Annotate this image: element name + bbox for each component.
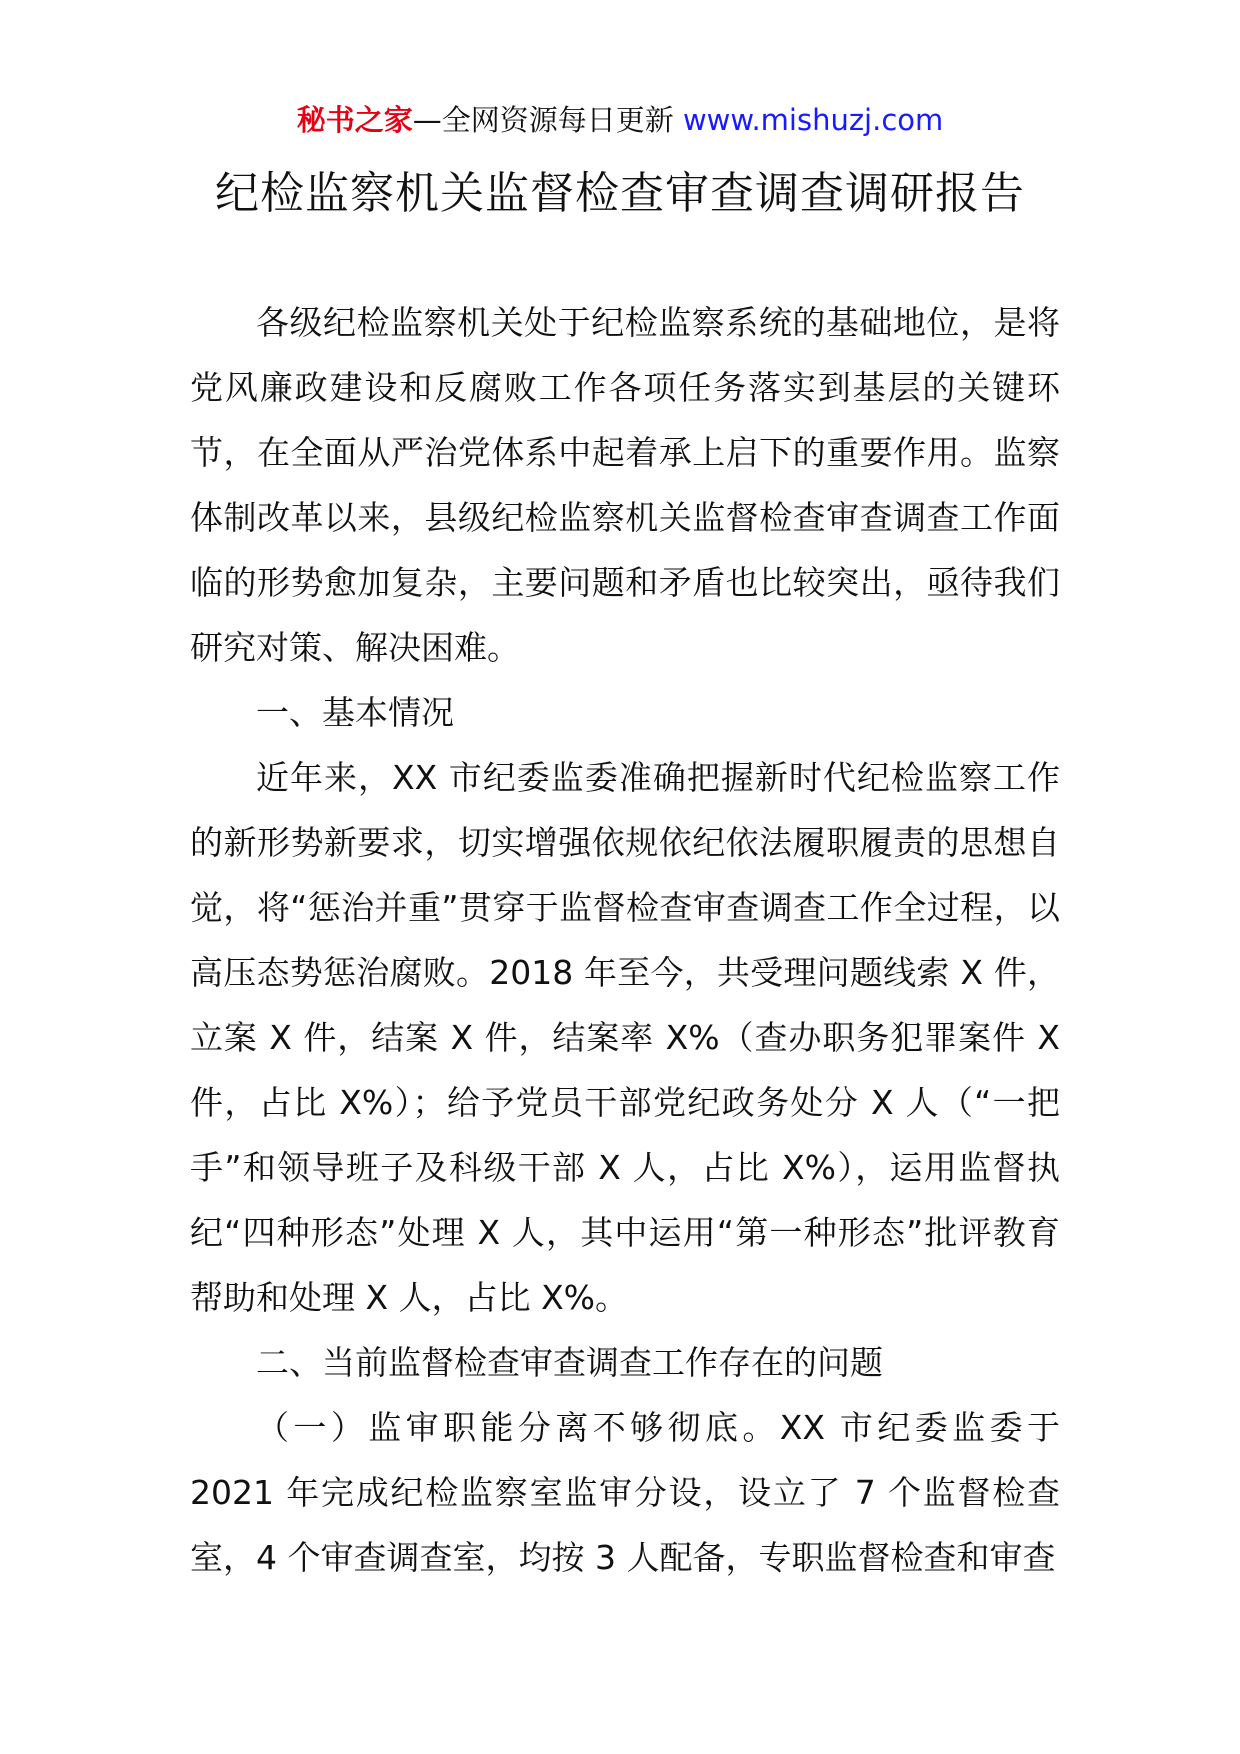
- section-heading-basic-situation: 一、基本情况: [256, 693, 454, 732]
- site-url[interactable]: www.mishuzj.com: [682, 103, 944, 137]
- problem-one-paragraph: （一）监审职能分离不够彻底。XX 市纪委监委于 2021 年完成纪检监察室监审分设，设立了 7 个监督检查室，4 个审查调查室，均按 3 人配备，专职监督检查和审查: [190, 1408, 1060, 1577]
- basic-situation-paragraph: 近年来，XX 市纪委监委准确把握新时代纪检监察工作的新形势新要求，切实增强依规依纪依法履职履责的思想自觉，将“惩治并重”贯穿于监督检查审查调查工作全过程，以高压态势惩治腐败。2018 年至今，共受理问题线索 X 件，立案 X 件，结案 X 件，结案率 X%（查办职务犯罪案件 X 件，占比 X%）；给予党员干部党纪政务处分 X 人（“一把手”和领导班子及科级干部 X 人，占比 X%），运用监督执纪“四种形态”处理 X 人，其中运用“第一种形态”批评教育帮助和处理 X 人，占比 X%。: [190, 758, 1060, 1317]
- intro-paragraph: 各级纪检监察机关处于纪检监察系统的基础地位，是将党风廉政建设和反腐败工作各项任务落实到基层的关键环节，在全面从严治党体系中起着承上启下的重要作用。监察体制改革以来，县级纪检监察机关监督检查审查调查工作面临的形势愈加复杂，主要问题和矛盾也比较突出，亟待我们研究对策、解决困难。: [190, 303, 1060, 667]
- document-body: [190, 290, 1060, 1590]
- banner-tagline: —全网资源每日更新: [412, 103, 683, 137]
- document-title: 纪检监察机关监督检查审查调查调研报告: [215, 168, 1025, 219]
- brand-name: 秘书之家: [296, 103, 413, 137]
- site-banner: [0, 100, 1240, 140]
- section-heading-problems: 二、当前监督检查审查调查工作存在的问题: [256, 1343, 883, 1382]
